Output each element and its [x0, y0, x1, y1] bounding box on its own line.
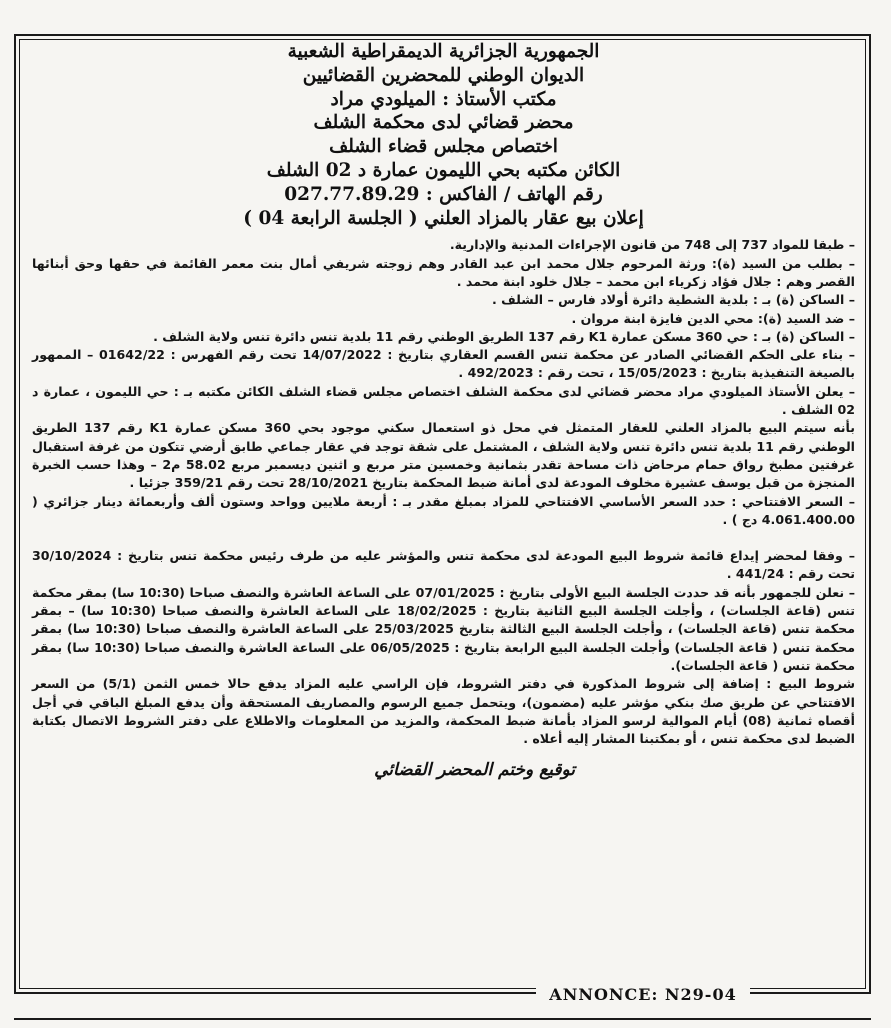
- announcement-body: [32, 236, 855, 748]
- header-bailiff: محضر قضائي لدى محكمة الشلف: [313, 112, 574, 134]
- paragraph-gap: [32, 529, 855, 547]
- bottom-rule: [14, 1018, 871, 1020]
- header-phone-fax: رقم الهاتف / الفاكس : 027.77.89.29: [284, 183, 603, 205]
- announcement-header: [32, 40, 855, 230]
- para-against-address: – الساكن (ة) بـ : حي 360 مسكن عمارة K1 رقم 137 الطريق الوطني رقم 11 بلدية تنس دائرة تنس ولاية الشلف .: [153, 328, 855, 344]
- para-requester-address: – الساكن (ة) بـ : بلدية الشطية دائرة أولاد فارس – الشلف .: [491, 292, 855, 308]
- para-requester: – بطلب من السيد (ة): ورثة المرحوم جلال محمد ابن عبد القادر وهم زوجته شريفي أمال بنت معمر القائمة في حقها وحق أبنائها القصر وهم : جلال فؤاد زكرياء ابن محمد – جلال خلود ابنة محمد .: [32, 255, 855, 289]
- annonce-number: ANNONCE: N29-04: [536, 985, 750, 1005]
- signature-line: توقيع وختم المحضر القضائي: [374, 760, 575, 781]
- header-republic: الجمهورية الجزائرية الديمقراطية الشعبية: [287, 41, 600, 62]
- header-national-office: الديوان الوطني للمحضرين القضائيين: [302, 64, 585, 86]
- para-legal-basis: – طبقا للمواد 737 إلى 748 من قانون الإجراءات المدنية والإدارية.: [449, 237, 855, 253]
- para-opening-price: – السعر الافتتاحي : حدد السعر الأساسي الافتتاحي للمزاد بمبلغ مقدر بـ : أربعة ملايين وواحد وستون ألف وأربعمائة دينار جزائري ( 4.061.400.00 دج ) .: [32, 493, 855, 527]
- para-conditions-deposit: – وفقا لمحضر إيداع قائمة شروط البيع المودعة لدى محكمة تنس والمؤشر عليه من طرف رئيس محكمة تنس بتاريخ : 30/10/2024 تحت رقم : 441/24 .: [32, 548, 855, 582]
- header-office-of: مكتب الأستاذ : الميلودي مراد: [330, 88, 557, 110]
- para-session-dates: – نعلن للجمهور بأنه قد حددت الجلسة البيع الأولى بتاريخ : 07/01/2025 على الساعة العاشرة والنصف صباحا (10:30 سا) بمقر محكمة تنس (قاعة الجلسات) ، وأجلت الجلسة البيع الثانية بتاريخ : 18/02/2025 على الساعة العاشرة والنصف صباحا (10:30 سا) – بمقر محكمة تنس (قاعة الجلسات) ، وأجلت الجلسة البيع الثالثة بتاريخ 25/03/2025 على الساعة العاشرة والنصف صباحا (10:30 سا) بمقر محكمة تنس ( قاعة الجلسات) وأجلت الجلسة البيع الرابعة بتاريخ : 06/05/2025 على الساعة العاشرة والنصف صباحا (10:30 سا) بمقر محكمة تنس ( قاعة الجلسات).: [32, 584, 856, 673]
- para-bailiff-announces: – يعلن الأستاذ الميلودي مراد محضر قضائي لدى محكمة الشلف اختصاص مجلس قضاء الشلف الكائن مكتبه بـ : حي الليمون ، عمارة د 02 الشلف .: [32, 383, 855, 418]
- header-jurisdiction: اختصاص مجلس قضاء الشلف: [329, 136, 558, 158]
- para-against: – ضد السيد (ة): محي الدين فايزة ابنة مروان .: [571, 310, 855, 326]
- header-address: الكائن مكتبه بحي الليمون عمارة د 02 الشلف: [266, 159, 621, 181]
- para-judgment: – بناء على الحكم القضائي الصادر عن محكمة تنس القسم العقاري بتاريخ : 14/07/2022 تحت رقم الفهرس : 01642/22 – الممهور بالصيغة التنفيذية بتاريخ : 15/05/2023 ، تحت رقم : 492/2023 .: [32, 347, 856, 381]
- para-sale-conditions: شروط البيع : إضافة إلى شروط المذكورة في دفتر الشروط، فإن الراسي عليه المزاد يدفع حالا خمس الثمن (5/1) من السعر الافتتاحي عن طريق صك بنكي مؤشر عليه (مضمون)، ويتحمل جميع الرسوم والمصاريف المستحقة وأن يدفع المبلغ الباقي في أجل أقصاه ثمانية (08) أيام الموالية لرسو المزاد بأمانة ضبط المحكمة، والمزيد من المعلومات والاطلاع على دفتر الشروط الاتصال بكتابة الضبط لدى محكمة تنس ، أو بمكتبنا المشار إليه أعلاه .: [32, 676, 855, 747]
- para-property-description: بأنه سيتم البيع بالمزاد العلني للعقار المتمثل في محل ذو استعمال سكني موجود بحي 360 مسكن عمارة K1 رقم 137 الطريق الوطني رقم 11 بلدية تنس دائرة تنس ولاية الشلف ، المشتمل على شقة توجد في عقار جماعي طابق أرضي تتكون من غرفة استقبال غرفتين مطبخ رواق حمام مرحاض ذات مساحة تقدر بثمانية وخمسين متر مربع و اثنين ديسمبر مربع 58.02 م2 – وهذا حسب الخبرة المنجزة من قبل يوسف عشيرة مخلوف المودعة لدى أمانة ضبط المحكمة بتاريخ 28/10/2021 تحت رقم 359/21 جزئيا .: [32, 420, 855, 491]
- announcement-content: [32, 40, 855, 780]
- announcement-title: إعلان بيع عقار بالمزاد العلني ( الجلسة الرابعة 04 ): [243, 207, 644, 229]
